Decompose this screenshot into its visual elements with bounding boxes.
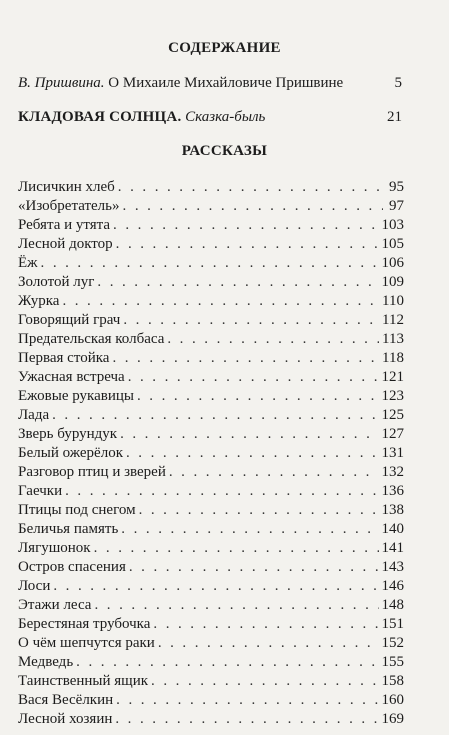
story-page: 169 — [381, 711, 404, 727]
story-page: 125 — [381, 407, 404, 423]
intro-title: О Михаиле Михайловиче Пришвине — [108, 75, 344, 91]
leader-dots — [151, 672, 378, 691]
story-page: 110 — [382, 293, 404, 309]
story-title: Разговор птиц и зверей — [18, 464, 166, 480]
main-work-entry — [18, 109, 404, 126]
story-title: Медведь — [18, 654, 74, 670]
story-row — [18, 615, 404, 634]
leader-dots — [76, 653, 378, 672]
story-title: Первая стойка — [18, 350, 110, 366]
contents-heading: СОДЕРЖАНИЕ — [168, 40, 281, 56]
story-title: Гаечки — [18, 483, 63, 499]
story-title: Лягушонок — [18, 540, 91, 556]
story-row — [18, 387, 404, 406]
leader-dots — [116, 691, 378, 710]
story-row — [18, 653, 404, 672]
main-work-page: 21 — [387, 109, 402, 125]
story-page: 138 — [381, 502, 404, 518]
story-row — [18, 691, 404, 710]
leader-dots — [158, 634, 379, 653]
leader-dots — [62, 292, 379, 311]
story-title: Предательская колбаса — [18, 331, 165, 347]
story-page: 140 — [381, 521, 404, 537]
leader-dots — [97, 273, 378, 292]
story-page: 158 — [381, 673, 404, 689]
leader-dots — [116, 235, 379, 254]
leader-dots — [94, 596, 378, 615]
leader-dots — [118, 178, 383, 197]
leader-dots — [94, 539, 379, 558]
story-page: 152 — [381, 635, 404, 651]
story-title: Лесной хозяин — [18, 711, 113, 727]
story-page: 136 — [381, 483, 404, 499]
leader-dots — [65, 482, 378, 501]
leader-dots — [153, 615, 378, 634]
leader-dots — [167, 330, 379, 349]
story-page: 160 — [381, 692, 404, 708]
main-work-text — [18, 109, 265, 126]
intro-text — [18, 75, 343, 92]
story-page: 155 — [381, 654, 404, 670]
story-row — [18, 368, 404, 387]
story-row — [18, 596, 404, 615]
story-page: 146 — [381, 578, 404, 594]
story-title: Лоси — [18, 578, 51, 594]
story-row — [18, 520, 404, 539]
story-page: 132 — [381, 464, 404, 480]
story-row — [18, 501, 404, 520]
leader-dots — [137, 387, 379, 406]
story-title: Ёж — [18, 255, 38, 271]
story-row — [18, 178, 404, 197]
story-title: Журка — [18, 293, 60, 309]
leader-dots — [115, 710, 378, 729]
story-page: 121 — [381, 369, 404, 385]
story-row — [18, 311, 404, 330]
story-row — [18, 558, 404, 577]
story-page: 118 — [382, 350, 404, 366]
leader-dots — [113, 216, 378, 235]
story-row — [18, 672, 404, 691]
story-row — [18, 273, 404, 292]
main-work-subtitle: Сказка-быль — [185, 109, 266, 125]
story-page: 105 — [381, 236, 404, 252]
leader-dots — [52, 406, 378, 425]
story-row — [18, 444, 404, 463]
story-row — [18, 634, 404, 653]
story-title: Ежовые рукавицы — [18, 388, 134, 404]
story-row — [18, 577, 404, 596]
story-row — [18, 425, 404, 444]
story-title: Лисичкин хлеб — [18, 179, 115, 195]
story-row — [18, 406, 404, 425]
story-row — [18, 235, 404, 254]
leader-dots — [169, 463, 379, 482]
intro-page: 5 — [394, 75, 402, 91]
leader-dots — [139, 501, 379, 520]
story-title: Зверь бурундук — [18, 426, 118, 442]
leader-dots — [112, 349, 379, 368]
story-title: Остров спасения — [18, 559, 126, 575]
stories-heading: РАССКАЗЫ — [181, 143, 268, 159]
story-page: 127 — [381, 426, 404, 442]
story-page: 103 — [381, 217, 404, 233]
leader-dots — [41, 254, 379, 273]
story-title: Золотой луг — [18, 274, 95, 290]
story-row — [18, 292, 404, 311]
leader-dots — [129, 558, 379, 577]
story-title: Ребята и утята — [18, 217, 111, 233]
story-row — [18, 197, 404, 216]
main-work-title: КЛАДОВАЯ СОЛНЦА. — [18, 109, 182, 125]
story-title: Таинственный ящик — [18, 673, 149, 689]
story-title: Белый ожерёлок — [18, 445, 123, 461]
story-page: 148 — [381, 597, 404, 613]
story-row — [18, 216, 404, 235]
story-title: Ужасная встреча — [18, 369, 125, 385]
story-page: 113 — [382, 331, 404, 347]
story-title: Берестяная трубочка — [18, 616, 151, 632]
leader-dots — [123, 311, 379, 330]
story-title: Птицы под снегом — [18, 502, 136, 518]
story-page: 97 — [389, 198, 404, 214]
story-row — [18, 482, 404, 501]
story-row — [18, 349, 404, 368]
story-row — [18, 539, 404, 558]
story-page: 112 — [382, 312, 404, 328]
story-title: Лада — [18, 407, 50, 423]
story-page: 131 — [381, 445, 404, 461]
story-page: 151 — [381, 616, 404, 632]
story-page: 109 — [381, 274, 404, 290]
leader-dots — [126, 444, 379, 463]
story-page: 95 — [389, 179, 404, 195]
intro-entry — [18, 75, 404, 92]
story-title: О чём шепчутся раки — [18, 635, 155, 651]
story-title: Этажи леса — [18, 597, 92, 613]
leader-dots — [53, 577, 378, 596]
story-page: 123 — [381, 388, 404, 404]
story-title: «Изобретатель» — [18, 198, 120, 214]
story-row — [18, 330, 404, 349]
story-title: Беличья память — [18, 521, 119, 537]
story-row — [18, 463, 404, 482]
story-row — [18, 254, 404, 273]
intro-author: В. Пришвина. — [18, 75, 105, 91]
story-title: Лесной доктор — [18, 236, 113, 252]
story-page: 106 — [381, 255, 404, 271]
leader-dots — [128, 368, 379, 387]
leader-dots — [123, 197, 383, 216]
leader-dots — [121, 520, 378, 539]
leader-dots — [120, 425, 378, 444]
story-row — [18, 710, 404, 729]
story-page: 141 — [381, 540, 404, 556]
story-title: Вася Весёлкин — [18, 692, 114, 708]
story-page: 143 — [381, 559, 404, 575]
story-title: Говорящий грач — [18, 312, 121, 328]
